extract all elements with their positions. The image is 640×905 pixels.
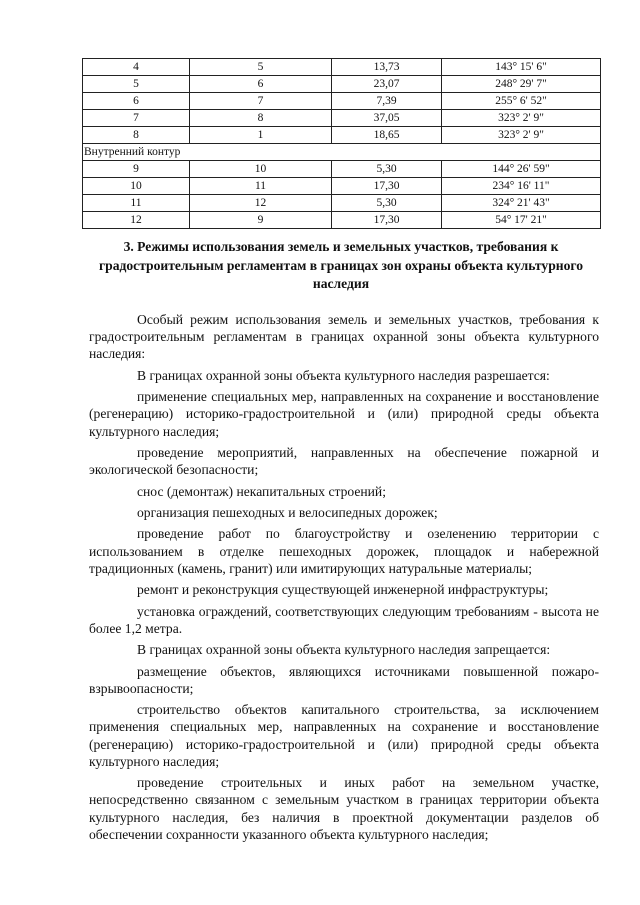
- table-cell: 144° 26' 59": [442, 161, 601, 178]
- paragraph: установка ограждений, соответствующих следующим требованиям - высота не более 1,2 метра.: [89, 603, 599, 636]
- table-cell: 5: [190, 59, 332, 76]
- paragraph: Особый режим использования земель и земельных участков, требования к градостроительным регламентам в границах охранной зоны объекта культурного наследия:: [89, 312, 599, 362]
- table-cell: 23,07: [332, 76, 442, 93]
- table-cell: 12: [83, 212, 190, 229]
- table-cell: 9: [83, 161, 190, 178]
- table-cell: 37,05: [332, 110, 442, 127]
- paragraph: применение специальных мер, направленных на сохранение и восстановление (регенерацию) историко-градостроительной и (или) природной среды объекта культурного наследия;: [89, 389, 599, 439]
- table-cell: 7: [83, 110, 190, 127]
- table-cell: 6: [83, 93, 190, 110]
- table-cell: 324° 21' 43": [442, 195, 601, 212]
- table-row: [83, 93, 601, 110]
- table-cell: 11: [83, 195, 190, 212]
- paragraph: снос (демонтаж) некапитальных строений;: [137, 483, 386, 499]
- table-cell: 13,73: [332, 59, 442, 76]
- paragraph: проведение работ по благоустройству и озеленению территории с использованием в отделке пешеходных дорожек, площадок и набережной традиционных (камень, гранит) или имитирующих натуральные материалы;: [89, 526, 599, 576]
- table-cell: 18,65: [332, 127, 442, 144]
- section-label-inner-contour: Внутренний контур: [83, 144, 601, 161]
- paragraph: размещение объектов, являющихся источниками повышенной пожаро-взрывоопасности;: [89, 663, 599, 696]
- table-cell: 5,30: [332, 195, 442, 212]
- table-cell: 10: [190, 161, 332, 178]
- table-cell: 8: [83, 127, 190, 144]
- table-cell: 143° 15' 6": [442, 59, 601, 76]
- paragraph: ремонт и реконструкция существующей инженерной инфраструктуры;: [137, 582, 549, 598]
- table-cell: 7,39: [332, 93, 442, 110]
- paragraph: В границах охранной зоны объекта культурного наследия запрещается:: [137, 642, 551, 658]
- body-text: [89, 311, 599, 847]
- table-row: [83, 195, 601, 212]
- section-heading: 3. Режимы использования земель и земельных участков, требования к градостроительным регламентам в границах зон охраны объекта культурного наследия: [98, 239, 584, 292]
- table-cell: 10: [83, 178, 190, 195]
- table-row: [83, 127, 601, 144]
- table-cell: 323° 2' 9": [442, 127, 601, 144]
- table-cell: 323° 2' 9": [442, 110, 601, 127]
- table-row: [83, 110, 601, 127]
- table-row: [83, 76, 601, 93]
- coordinates-table: [82, 58, 601, 229]
- paragraph: организация пешеходных и велосипедных дорожек;: [137, 504, 438, 520]
- table-cell: 12: [190, 195, 332, 212]
- table-cell: 7: [190, 93, 332, 110]
- table-row: [83, 178, 601, 195]
- table-section-row: [83, 144, 601, 161]
- paragraph: проведение строительных и иных работ на земельном участке, непосредственно связанном с земельным участком в границах территории объекта культурного наследия, без наличия в проектной документации разделов об обеспечении сохранности указанного объекта культурного наследия;: [89, 775, 599, 842]
- table-cell: 4: [83, 59, 190, 76]
- table-cell: 5: [83, 76, 190, 93]
- table-row: [83, 161, 601, 178]
- table-cell: 8: [190, 110, 332, 127]
- table-cell: 255° 6' 52": [442, 93, 601, 110]
- table-row: [83, 59, 601, 76]
- table-cell: 54° 17' 21": [442, 212, 601, 229]
- table-cell: 17,30: [332, 178, 442, 195]
- table-row: [83, 212, 601, 229]
- table-cell: 9: [190, 212, 332, 229]
- table-cell: 5,30: [332, 161, 442, 178]
- table-cell: 6: [190, 76, 332, 93]
- table-cell: 17,30: [332, 212, 442, 229]
- paragraph: В границах охранной зоны объекта культурного наследия разрешается:: [137, 367, 550, 383]
- paragraph: строительство объектов капитального строительства, за исключением применения специальных мер, направленных на сохранение и восстановление (регенерацию) историко-градостроительной и (или) природной среды объекта культурного наследия;: [89, 702, 599, 769]
- table-cell: 11: [190, 178, 332, 195]
- table-cell: 1: [190, 127, 332, 144]
- paragraph: проведение мероприятий, направленных на обеспечение пожарной и экологической безопасности;: [89, 444, 599, 478]
- table-cell: 248° 29' 7": [442, 76, 601, 93]
- table-cell: 234° 16' 11": [442, 178, 601, 195]
